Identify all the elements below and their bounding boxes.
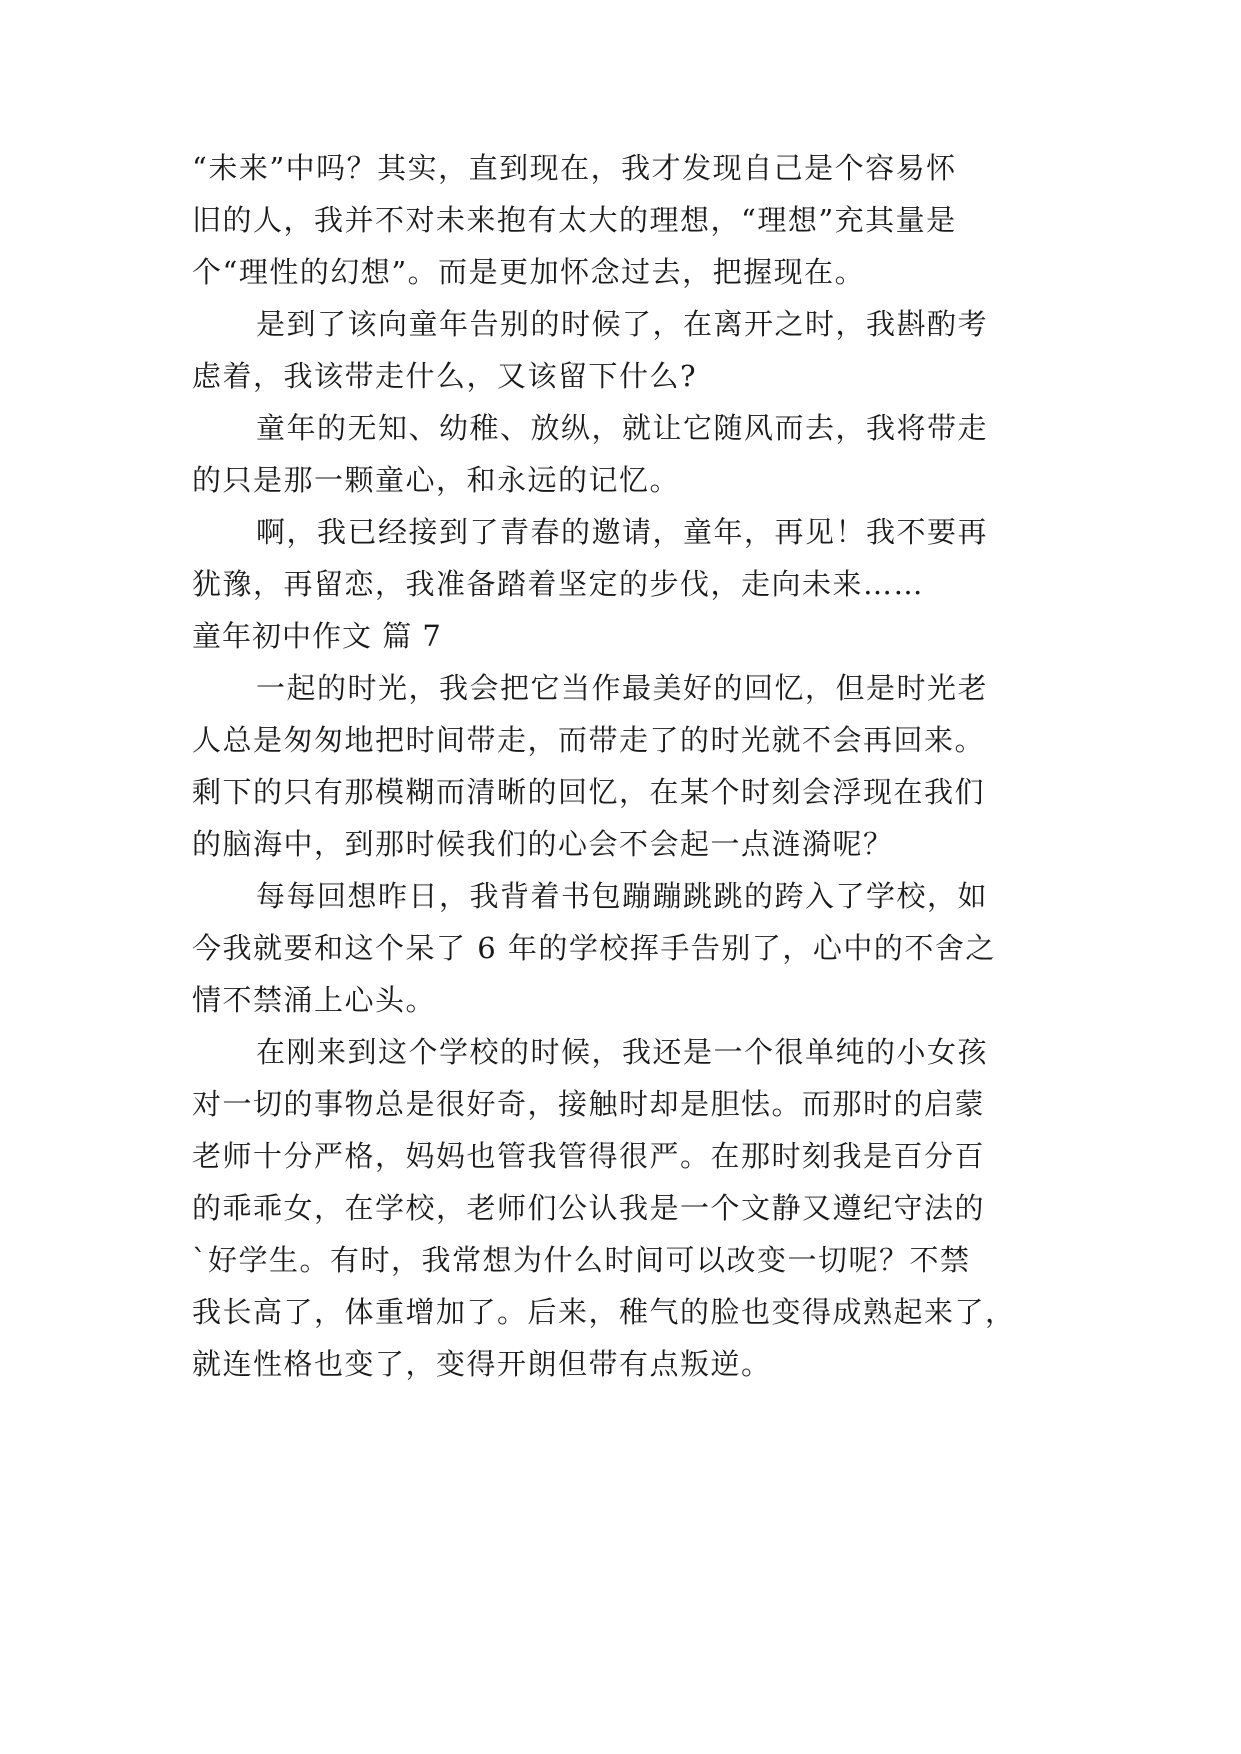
- paragraph-line: 童年的无知、幼稚、放纵，就让它随风而去，我将带走: [256, 411, 989, 445]
- paragraph-line: 啊，我已经接到了青春的邀请，童年，再见！我不要再: [256, 515, 989, 549]
- paragraph-line: 对一切的事物总是很好奇，接触时却是胆怯。而那时的启蒙: [192, 1087, 986, 1121]
- section-heading: 童年初中作文 篇 7: [192, 619, 442, 653]
- paragraph-line: 的乖乖女，在学校，老师们公认我是一个文静又遵纪守法的: [192, 1191, 986, 1225]
- paragraph-line: 一起的时光，我会把它当作最美好的回忆，但是时光老: [256, 671, 989, 705]
- paragraph-line: 是到了该向童年告别的时候了，在离开之时，我斟酌考: [256, 307, 989, 341]
- paragraph-line: 就连性格也变了，变得开朗但带有点叛逆。: [192, 1347, 772, 1381]
- paragraph-line: 虑着，我该带走什么，又该留下什么?: [192, 359, 698, 393]
- paragraph-line: 人总是匆匆地把时间带走，而带走了的时光就不会再回来。: [192, 723, 986, 757]
- paragraph-line: “未来”中吗？其实，直到现在，我才发现自己是个容易怀: [192, 151, 957, 185]
- paragraph-line: 今我就要和这个呆了 6 年的学校挥手告别了，心中的不舍之: [192, 931, 996, 965]
- paragraph-line: 旧的人，我并不对未来抱有太大的理想，“理想”充其量是: [192, 203, 957, 237]
- paragraph-line: 我长高了，体重增加了。后来，稚气的脸也变得成熟起来了，: [192, 1295, 1016, 1329]
- paragraph-line: 每每回想昨日，我背着书包蹦蹦跳跳的跨入了学校，如: [256, 879, 989, 913]
- paragraph-line: 的脑海中，到那时候我们的心会不会起一点涟漪呢？: [192, 827, 894, 861]
- paragraph-line: 的只是那一颗童心，和永远的记忆。: [192, 463, 681, 497]
- paragraph-line: 犹豫，再留恋，我准备踏着坚定的步伐，走向未来……: [192, 567, 925, 601]
- paragraph-line: 情不禁涌上心头。: [192, 983, 437, 1017]
- paragraph-line: `好学生。有时，我常想为什么时间可以改变一切呢？不禁: [192, 1243, 971, 1277]
- paragraph-line: 个“理性的幻想”。而是更加怀念过去，把握现在。: [192, 255, 866, 289]
- paragraph-line: 老师十分严格，妈妈也管我管得很严。在那时刻我是百分百: [192, 1139, 986, 1173]
- paragraph-line: 在刚来到这个学校的时候，我还是一个很单纯的小女孩: [256, 1035, 989, 1069]
- paragraph-line: 剩下的只有那模糊而清晰的回忆，在某个时刻会浮现在我们: [192, 775, 986, 809]
